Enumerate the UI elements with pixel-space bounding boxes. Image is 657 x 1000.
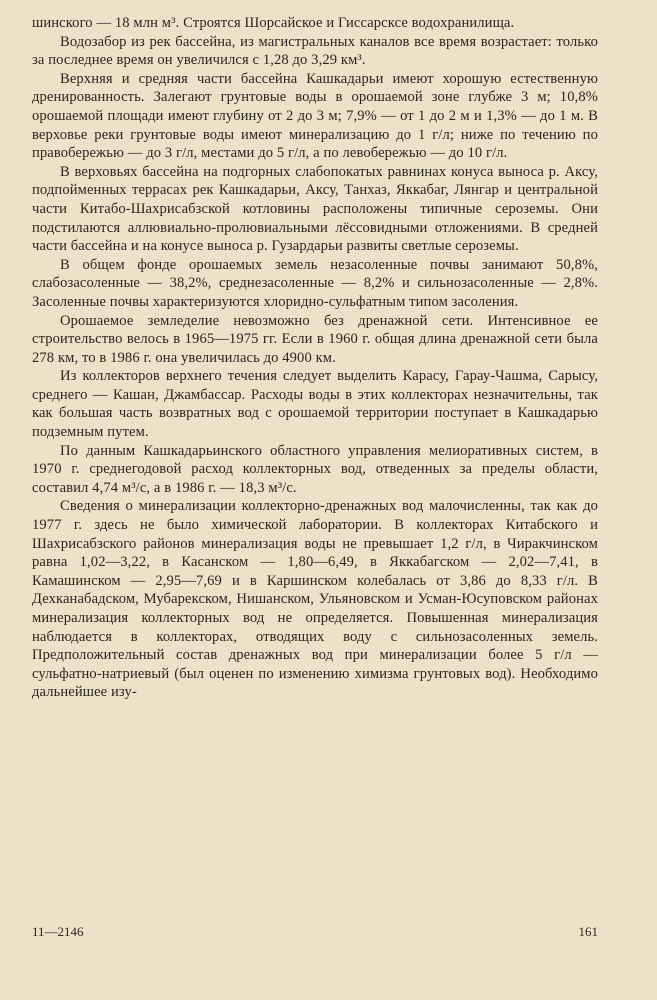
paragraph: Верхняя и средняя части бассейна Кашкадарьи имеют хорошую естественную дренированность. Залегают грунтовые воды в орошаемой зоне глубже 3 м; 10,8% орошаемой площади имеют глубину от 2 до 3 м; 7,9% — от 1 до 2 м и 1,3% — до 1 м. В верховье реки грунтовые воды имеют минерализацию до 1 г/л; ниже по течению по правобережью — до 3 г/л, местами до 5 г/л, а по левобережью — до 10 г/л. <box>32 70 598 162</box>
paragraph: Орошаемое земледелие невозможно без дренажной сети. Интенсивное ее строительство велось в 1965—1975 гг. Если в 1960 г. общая длина дренажной сети была 278 км, то в 1986 г. она увеличилась до 4900 км. <box>32 312 598 366</box>
paragraph: Сведения о минерализации коллекторно-дренажных вод малочисленны, так как до 1977 г. здесь не было химической лаборатории. В коллекторах Китабского и Шахрисабзского районов минерализация воды не превышает 1,2 г/л, в Чиракчинском равна 1,02—3,22, в Касанском — 1,80—6,49, в Яккабагском — 2,02—7,41, в Камашинском — 2,95—7,69 и в Каршинском колебалась от 3,86 до 8,33 г/л. В Дехканабадском, Мубарекском, Нишанском, Ульяновском и Усман-Юсуповском районах минерализация коллекторных вод не определяется. Повышенная минерализация наблюдается в коллекторах, отводящих воду с сильнозасоленных земель. Предположительный состав дренажных вод при минерализации более 5 г/л — сульфатно-натриевый (был оценен по изменению химизма грунтовых вод). Необходимо дальнейшее изу- <box>32 498 598 701</box>
paragraph: Из коллекторов верхнего течения следует выделить Карасу, Гарау-Чашма, Сарысу, среднего — Кашан, Джамбассар. Расходы воды в этих коллекторах незначительны, так как большая часть возвратных вод с орошаемой территории поступает в Кашкадарью подземным путем. <box>32 368 598 441</box>
paragraph: шинского — 18 млн м³. Строятся Шорсайское и Гиссарсксе водохранилища. <box>32 15 515 31</box>
paragraph: В общем фонде орошаемых земель незасоленные почвы занимают 50,8%, слабозасоленные — 38,2%, среднезасоленные — 8,2% и сильнозасоленные — 2,8%. Засоленные почвы характеризуются хлоридно-сульфатным типом засоления. <box>32 256 598 310</box>
paragraph: В верховьях бассейна на подгорных слабопокатых равнинах конуса выноса р. Аксу, подпойменных террасах рек Кашкадарьи, Аксу, Танхаз, Яккабаг, Лянгар и центральной части Китабо-Шахрисабзской котловины расположены типичные сероземы. Они подстилаются аллювиально-пролювиальными лёссовидными отложениями. В средней части бассейна и на конусе выноса р. Гузардарьи развиты светлые сероземы. <box>32 163 598 255</box>
body-text <box>32 14 598 702</box>
paragraph: Водозабор из рек бассейна, из магистральных каналов все время возрастает: только за последнее время он увеличился с 1,28 до 3,29 км³. <box>32 33 598 69</box>
page-number: 161 <box>578 924 598 939</box>
paragraph: По данным Кашкадарьинского областного управления мелиоративных систем, в 1970 г. среднегодовой расход коллекторных вод, отведенных за пределы области, составил 4,74 м³/с, а в 1986 г. — 18,3 м³/с. <box>32 442 598 496</box>
printer-signature: 11—2146 <box>32 924 84 939</box>
